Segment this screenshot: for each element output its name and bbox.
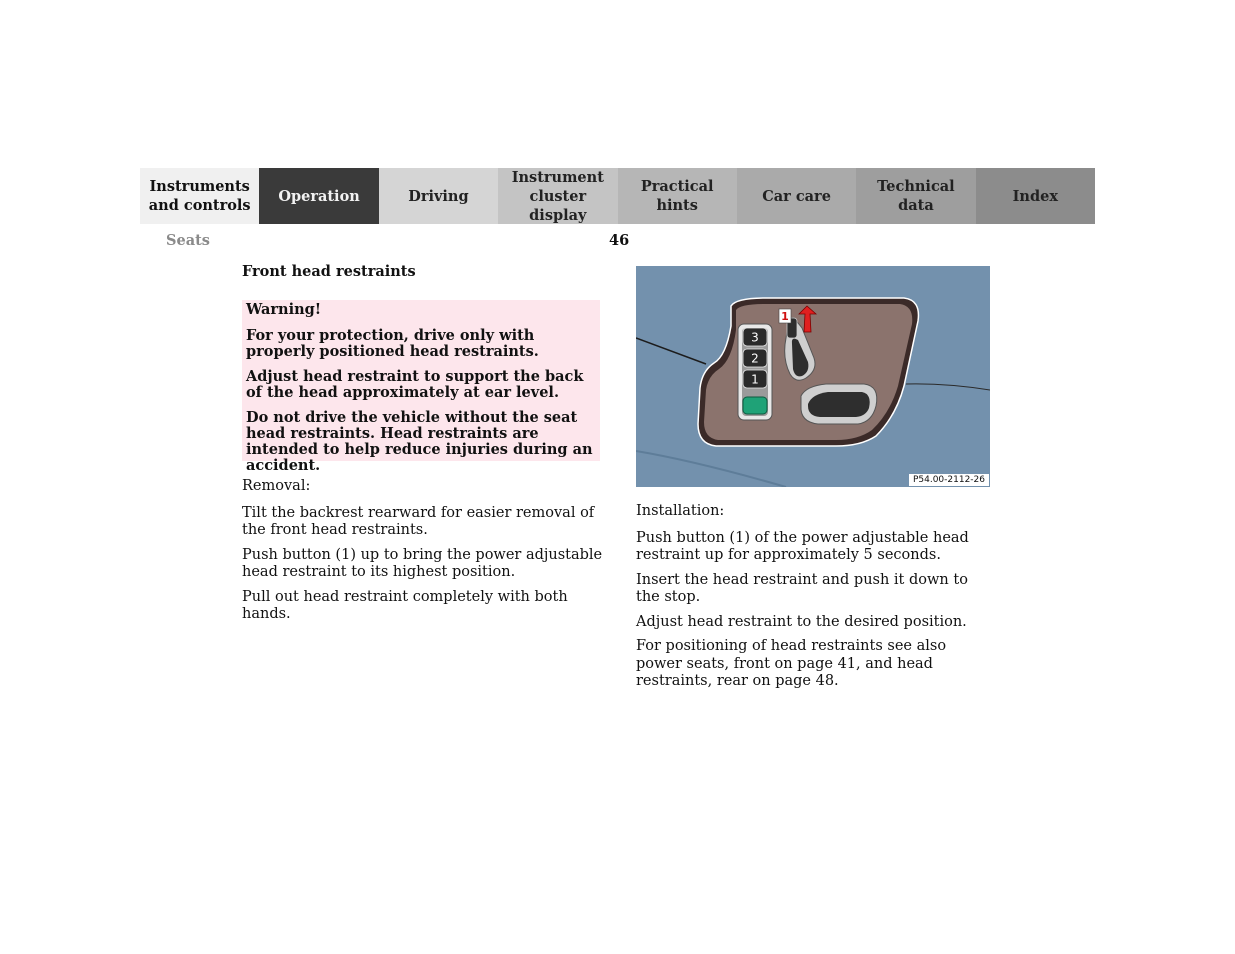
callout-number: 1 [781,310,789,323]
tab-practical-hints[interactable]: Practical hints [618,168,737,224]
removal-step: Push button (1) up to bring the power adjustable head restraint to its highest position. [242,546,603,580]
figure-caption: P54.00-2112-26 [909,474,989,486]
page-number: 46 [609,232,630,249]
warning-paragraph: Adjust head restraint to support the back of the head approximately at ear level. [246,368,584,401]
installation-step: Push button (1) of the power adjustable head restraint up for approximately 5 seconds. [636,529,969,563]
removal-section [242,478,604,631]
installation-step: Insert the head restraint and push it down to the stop. [636,571,968,605]
tab-index[interactable]: Index [976,168,1095,224]
installation-step: For positioning of head restraints see also power seats, front on page 41, and head restraints, rear on page 48. [636,638,947,689]
tab-instrument-cluster-display[interactable]: Instrument cluster display [498,168,617,224]
page-heading: Front head restraints [242,263,416,280]
installation-step: Adjust head restraint to the desired position. [636,613,967,630]
removal-label: Removal: [242,478,311,494]
removal-step: Pull out head restraint completely with both hands. [242,588,568,622]
warning-paragraph: For your protection, drive only with properly positioned head restraints. [246,327,539,360]
memory-store-button [743,397,767,414]
tab-operation[interactable]: Operation [259,168,378,224]
tab-car-care[interactable]: Car care [737,168,856,224]
seat-control-illustration [636,266,990,487]
installation-label: Installation: [636,503,725,519]
section-title: Seats [166,232,210,249]
door-panel-drawing [636,266,990,487]
chapter-nav [140,168,1095,224]
tab-instruments-and-controls[interactable]: Instruments and controls [140,168,259,224]
tab-technical-data[interactable]: Technical data [856,168,975,224]
memory-button-label: 3 [751,330,759,345]
warning-paragraph: Do not drive the vehicle without the seat head restraints. Head restraints are intended to help reduce injuries during an accident. [246,409,593,474]
installation-section [636,503,996,698]
warning-box [242,300,600,474]
memory-button-label: 1 [751,372,759,387]
tab-driving[interactable]: Driving [379,168,498,224]
warning-title: Warning! [246,301,322,318]
memory-button-label: 2 [751,351,759,366]
removal-step: Tilt the backrest rearward for easier removal of the front head restraints. [242,504,595,538]
